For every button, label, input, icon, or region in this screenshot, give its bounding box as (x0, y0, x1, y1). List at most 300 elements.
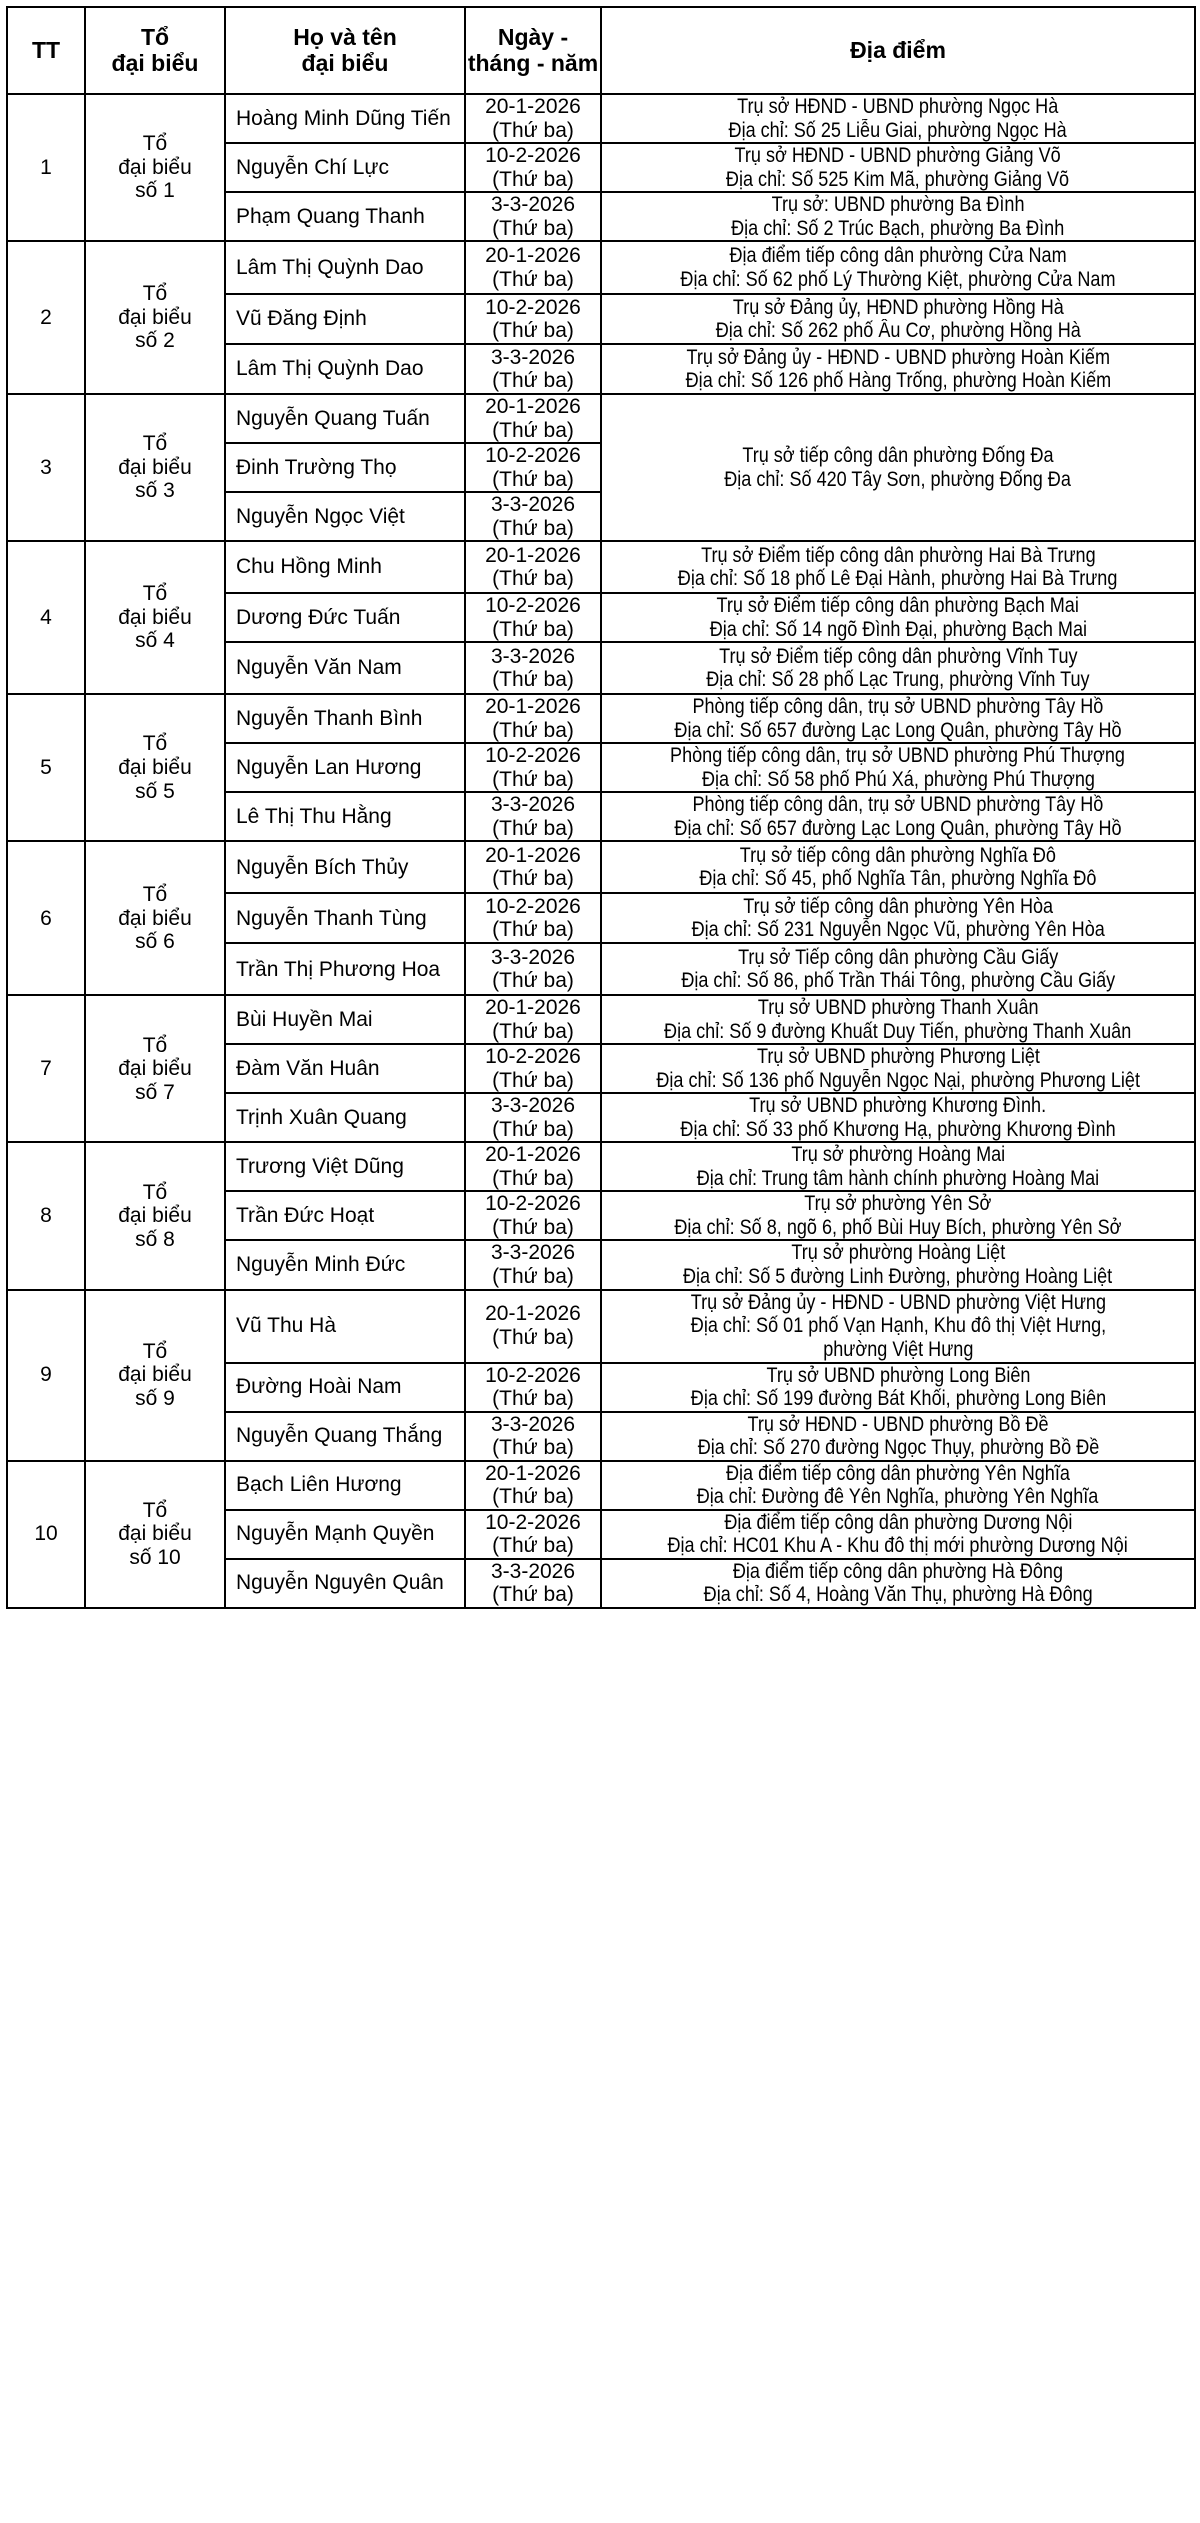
group-label-line: số 10 (129, 1545, 181, 1569)
location-line-text: Địa chỉ: Số 270 đường Ngọc Thụy, phường Bồ Đề (697, 1436, 1099, 1460)
location-line (604, 1020, 1192, 1044)
location-cell (601, 1142, 1195, 1191)
date-cell (465, 893, 601, 943)
group-label-line: đại biểu (118, 756, 192, 779)
weekday-value: (Thứ ba) (492, 1534, 574, 1558)
group-label-line: số 7 (135, 1080, 175, 1104)
header-group-line2: đại biểu (111, 49, 199, 76)
date-value: 20-1-2026 (485, 843, 581, 867)
table-row (7, 694, 1195, 743)
delegate-name-cell: Nguyễn Ngọc Việt (225, 492, 465, 541)
weekday-value: (Thứ ba) (492, 617, 574, 641)
location-line (604, 1560, 1192, 1584)
location-line-text: Địa chỉ: Số 33 phố Khương Hạ, phường Khương Đình (680, 1117, 1116, 1141)
date-value: 10-2-2026 (485, 144, 581, 168)
location-line (604, 1167, 1192, 1191)
date-value: 3-3-2026 (490, 493, 576, 517)
location-line-text: Địa chỉ: Số 262 phố Âu Cơ, phường Hồng Hà (715, 319, 1081, 343)
group-label-cell (85, 1461, 225, 1608)
location-cell (601, 192, 1195, 241)
date-cell (465, 344, 601, 394)
header-date-line2: tháng - năm (467, 49, 599, 76)
weekday-value: (Thứ ba) (492, 319, 574, 343)
location-line-text: Trụ sở phường Hoàng Liệt (791, 1241, 1005, 1265)
delegate-name-cell: Vũ Đăng Định (225, 294, 465, 344)
group-label-line: Tổ (142, 732, 168, 756)
location-cell (601, 893, 1195, 943)
date-value: 10-2-2026 (485, 1363, 581, 1387)
table-row (7, 541, 1195, 593)
location-line-text: Địa chỉ: Số 28 phố Lạc Trung, phường Vĩnh Tuy (706, 668, 1090, 692)
location-line (604, 1045, 1192, 1069)
group-number-cell: 1 (7, 94, 85, 241)
group-label-line: đại biểu (118, 155, 192, 179)
location-cell (601, 344, 1195, 394)
header-name-line2: đại biểu (301, 49, 389, 76)
delegate-name-cell: Nguyễn Quang Tuấn (225, 394, 465, 443)
location-line (604, 744, 1192, 768)
date-value: 3-3-2026 (490, 1241, 576, 1265)
location-line (604, 1534, 1192, 1558)
weekday-value: (Thứ ba) (492, 216, 574, 240)
location-line-text: Trụ sở Đảng ủy - HĐND - UBND phường Hoàn Kiếm (686, 345, 1110, 369)
location-line (604, 1118, 1192, 1142)
date-cell (465, 143, 601, 192)
date-cell (465, 1191, 601, 1240)
delegate-name-cell: Lê Thị Thu Hằng (225, 792, 465, 841)
date-value: 20-1-2026 (485, 95, 581, 118)
location-line-text: Trụ sở Điểm tiếp công dân phường Vĩnh Tuy (718, 644, 1078, 668)
date-value: 3-3-2026 (490, 1094, 576, 1118)
table-row (7, 1142, 1195, 1191)
date-cell (465, 1142, 601, 1191)
location-line-text: Trụ sở Tiếp công dân phường Cầu Giấy (737, 945, 1059, 969)
location-line (604, 168, 1192, 192)
group-label-line: Tổ (142, 432, 168, 456)
weekday-value: (Thứ ba) (492, 969, 574, 993)
delegate-name-cell: Trần Thị Phương Hoa (225, 943, 465, 995)
group-label-line: số 2 (135, 329, 175, 353)
location-cell (601, 1510, 1195, 1559)
location-line (604, 1216, 1192, 1240)
location-cell (601, 241, 1195, 294)
location-line-text: Địa điểm tiếp công dân phường Hà Đông (732, 1559, 1064, 1583)
group-number-cell: 3 (7, 394, 85, 541)
weekday-value: (Thứ ba) (492, 1436, 574, 1460)
date-value: 3-3-2026 (490, 345, 576, 369)
group-label-line: đại biểu (118, 305, 192, 329)
group-label-line: Tổ (142, 132, 168, 156)
location-line (604, 1291, 1192, 1315)
delegate-name-cell: Nguyễn Văn Nam (225, 642, 465, 694)
table-row (7, 394, 1195, 443)
delegate-name-cell: Nguyễn Lan Hương (225, 743, 465, 792)
weekday-value: (Thứ ba) (492, 668, 574, 692)
location-line (604, 719, 1192, 743)
weekday-value: (Thứ ba) (492, 1215, 574, 1239)
date-value: 20-1-2026 (485, 395, 581, 419)
location-line-text: Địa chỉ: Số 420 Tây Sơn, phường Đống Đa (724, 467, 1072, 491)
location-line-text: Trụ sở Điểm tiếp công dân phường Bạch Mai (716, 594, 1080, 618)
location-line-text: Địa điểm tiếp công dân phường Cửa Nam (729, 244, 1067, 268)
location-line (604, 817, 1192, 841)
location-line-text: Trụ sở tiếp công dân phường Yên Hòa (743, 894, 1053, 918)
weekday-value: (Thứ ba) (492, 1166, 574, 1190)
group-label-cell (85, 694, 225, 841)
location-line (604, 1436, 1192, 1460)
date-value: 10-2-2026 (485, 594, 581, 618)
location-line (604, 645, 1192, 669)
weekday-value: (Thứ ba) (492, 1019, 574, 1043)
group-label-line: Tổ (142, 883, 168, 907)
delegate-name-cell: Hoàng Minh Dũng Tiến (225, 94, 465, 143)
location-line-text: Địa chỉ: Số 657 đường Lạc Long Quân, phường Tây Hồ (674, 718, 1122, 742)
location-line (604, 369, 1192, 393)
date-cell (465, 541, 601, 593)
date-cell (465, 1510, 601, 1559)
location-cell (601, 294, 1195, 344)
group-label-line: đại biểu (118, 1522, 192, 1546)
weekday-value: (Thứ ba) (492, 867, 574, 891)
group-number-cell: 9 (7, 1290, 85, 1461)
delegate-name-cell: Bạch Liên Hương (225, 1461, 465, 1510)
weekday-value: (Thứ ba) (492, 418, 574, 442)
group-label-line: Tổ (142, 1339, 168, 1363)
location-cell (601, 1363, 1195, 1412)
delegate-name-cell: Lâm Thị Quỳnh Dao (225, 241, 465, 294)
location-line (604, 1364, 1192, 1388)
location-line (604, 319, 1192, 343)
date-cell (465, 394, 601, 443)
group-label-cell (85, 841, 225, 995)
delegate-name-cell: Phạm Quang Thanh (225, 192, 465, 241)
location-line (604, 1338, 1192, 1362)
location-line-text: phường Việt Hưng (822, 1337, 974, 1361)
group-label-line: số 5 (135, 779, 175, 803)
location-line-text: Trụ sở phường Yên Sở (804, 1192, 992, 1216)
location-cell (601, 1412, 1195, 1461)
weekday-value: (Thứ ba) (492, 1117, 574, 1141)
delegate-name-cell: Nguyễn Quang Thắng (225, 1412, 465, 1461)
date-value: 20-1-2026 (485, 996, 581, 1020)
location-cell (601, 1290, 1195, 1363)
date-value: 10-2-2026 (485, 1510, 581, 1534)
location-cell (601, 394, 1195, 541)
location-line-text: Địa chỉ: Đường đê Yên Nghĩa, phường Yên Nghĩa (697, 1485, 1099, 1509)
location-line-text: Địa chỉ: Số 525 Kim Mã, phường Giảng Võ (726, 167, 1070, 191)
group-number-cell: 5 (7, 694, 85, 841)
location-cell (601, 593, 1195, 642)
location-line-text: Địa chỉ: Số 25 Liễu Giai, phường Ngọc Hà (728, 118, 1068, 142)
date-cell (465, 642, 601, 694)
group-label-cell (85, 1290, 225, 1461)
location-line (604, 444, 1192, 468)
location-cell (601, 841, 1195, 893)
date-cell (465, 492, 601, 541)
location-line (604, 567, 1192, 591)
location-cell (601, 642, 1195, 694)
date-cell (465, 192, 601, 241)
header-date-line1: Ngày - (497, 23, 569, 50)
date-value: 20-1-2026 (485, 1461, 581, 1485)
location-line-text: Phòng tiếp công dân, trụ sở UBND phường Tây Hồ (692, 793, 1104, 817)
date-value: 10-2-2026 (485, 444, 581, 468)
location-line (604, 695, 1192, 719)
group-label-cell (85, 94, 225, 241)
location-line (604, 1069, 1192, 1093)
date-cell (465, 694, 601, 743)
delegate-name-cell: Nguyễn Thanh Bình (225, 694, 465, 743)
group-label-line: đại biểu (118, 455, 192, 479)
location-line (604, 1094, 1192, 1118)
location-line-text: Trụ sở tiếp công dân phường Đống Đa (742, 444, 1054, 468)
group-label-line: Tổ (142, 582, 168, 606)
group-label-line: đại biểu (118, 906, 192, 930)
location-line-text: Địa chỉ: Số 18 phố Lê Đại Hành, phường Hai Bà Trưng (678, 567, 1118, 591)
group-label-cell (85, 241, 225, 394)
location-line (604, 244, 1192, 268)
location-line (604, 346, 1192, 370)
location-line (604, 1387, 1192, 1411)
location-line (604, 144, 1192, 168)
location-line (604, 296, 1192, 320)
location-line-text: Phòng tiếp công dân, trụ sở UBND phường Tây Hồ (692, 695, 1104, 719)
location-cell (601, 1191, 1195, 1240)
location-line-text: Địa điểm tiếp công dân phường Yên Nghĩa (726, 1461, 1070, 1485)
location-line-text: Địa chỉ: Số 86, phố Trần Thái Tông, phường Cầu Giấy (681, 969, 1115, 993)
weekday-value: (Thứ ba) (492, 516, 574, 540)
location-line (604, 95, 1192, 119)
date-cell (465, 94, 601, 143)
location-line (604, 268, 1192, 292)
weekday-value: (Thứ ba) (492, 167, 574, 191)
weekday-value: (Thứ ba) (492, 1583, 574, 1607)
weekday-value: (Thứ ba) (492, 1485, 574, 1509)
group-label-line: số 3 (135, 479, 175, 503)
location-line (604, 119, 1192, 143)
location-line-text: Địa chỉ: Số 231 Nguyễn Ngọc Vũ, phường Yên Hòa (691, 918, 1105, 942)
delegate-name-cell: Bùi Huyền Mai (225, 995, 465, 1044)
date-value: 3-3-2026 (490, 1412, 576, 1436)
header-group (85, 7, 225, 94)
location-line-text: Địa chỉ: Số 45, phố Nghĩa Tân, phường Nghĩa Đô (699, 867, 1097, 891)
location-line (604, 1143, 1192, 1167)
location-cell (601, 943, 1195, 995)
location-line (604, 594, 1192, 618)
header-location: Địa điểm (601, 7, 1195, 94)
delegate-name-cell: Nguyễn Chí Lực (225, 143, 465, 192)
location-cell (601, 1240, 1195, 1289)
date-cell (465, 1559, 601, 1608)
date-cell (465, 1461, 601, 1510)
location-line (604, 918, 1192, 942)
date-cell (465, 841, 601, 893)
date-value: 10-2-2026 (485, 894, 581, 918)
date-value: 10-2-2026 (485, 295, 581, 319)
date-cell (465, 1044, 601, 1093)
location-line-text: Địa chỉ: Số 62 phố Lý Thường Kiệt, phường Cửa Nam (680, 267, 1116, 291)
location-line-text: Địa chỉ: Số 199 đường Bát Khối, phường Long Biên (690, 1387, 1106, 1411)
weekday-value: (Thứ ba) (492, 118, 574, 142)
location-line (604, 1462, 1192, 1486)
location-line-text: Trụ sở: UBND phường Ba Đình (771, 193, 1025, 217)
location-line-text: Địa chỉ: HC01 Khu A - Khu đô thị mới phường Dương Nội (667, 1534, 1129, 1558)
location-line-text: Trụ sở UBND phường Phương Liệt (756, 1045, 1040, 1069)
location-line-text: Địa chỉ: Số 2 Trúc Bạch, phường Ba Đình (731, 216, 1065, 240)
location-line-text: Địa chỉ: Số 01 phố Vạn Hạnh, Khu đô thị Việt Hưng, (690, 1314, 1106, 1338)
location-line-text: Trụ sở UBND phường Thanh Xuân (757, 996, 1039, 1020)
location-line (604, 193, 1192, 217)
delegate-name-cell: Đinh Trường Thọ (225, 443, 465, 492)
delegate-name-cell: Nguyễn Minh Đức (225, 1240, 465, 1289)
date-cell (465, 1240, 601, 1289)
location-line (604, 844, 1192, 868)
location-line (604, 1241, 1192, 1265)
date-cell (465, 1363, 601, 1412)
delegate-name-cell: Đường Hoài Nam (225, 1363, 465, 1412)
location-line (604, 1485, 1192, 1509)
location-cell (601, 792, 1195, 841)
location-line-text: Trụ sở Đảng ủy, HĐND phường Hồng Hà (732, 295, 1064, 319)
weekday-value: (Thứ ba) (492, 1068, 574, 1092)
location-line (604, 1265, 1192, 1289)
location-line (604, 946, 1192, 970)
location-cell (601, 94, 1195, 143)
location-line-text: Địa chỉ: Số 657 đường Lạc Long Quân, phường Tây Hồ (674, 816, 1122, 840)
location-line (604, 544, 1192, 568)
weekday-value: (Thứ ba) (492, 369, 574, 393)
weekday-value: (Thứ ba) (492, 467, 574, 491)
group-label-line: đại biểu (118, 1363, 192, 1387)
date-cell (465, 743, 601, 792)
location-cell (601, 1093, 1195, 1142)
header-tt: TT (7, 7, 85, 94)
location-cell (601, 1559, 1195, 1608)
delegate-name-cell: Chu Hồng Minh (225, 541, 465, 593)
delegate-name-cell: Trương Việt Dũng (225, 1142, 465, 1191)
location-line-text: Trụ sở UBND phường Khương Đình. (749, 1094, 1047, 1118)
header-date (465, 7, 601, 94)
table-row (7, 1461, 1195, 1510)
header-name (225, 7, 465, 94)
date-cell (465, 1093, 601, 1142)
group-label-line: Tổ (142, 1498, 168, 1522)
location-cell (601, 143, 1195, 192)
weekday-value: (Thứ ba) (492, 1326, 574, 1349)
table-row (7, 1290, 1195, 1363)
location-cell (601, 541, 1195, 593)
location-line (604, 969, 1192, 993)
location-line-text: Địa chỉ: Số 5 đường Linh Đường, phường Hoàng Liệt (683, 1264, 1113, 1288)
location-line (604, 1413, 1192, 1437)
weekday-value: (Thứ ba) (492, 1387, 574, 1411)
group-number-cell: 2 (7, 241, 85, 394)
location-line-text: Địa chỉ: Số 136 phố Nguyễn Ngọc Nại, phường Phương Liệt (656, 1068, 1140, 1092)
group-label-line: số 9 (135, 1386, 175, 1410)
date-value: 3-3-2026 (490, 644, 576, 668)
location-line (604, 1511, 1192, 1535)
group-label-line: đại biểu (118, 605, 192, 629)
group-number-cell: 8 (7, 1142, 85, 1289)
group-label-cell (85, 541, 225, 694)
header-group-line1: Tổ (140, 23, 170, 50)
delegate-name-cell: Lâm Thị Quỳnh Dao (225, 344, 465, 394)
group-label-line: Tổ (142, 1033, 168, 1057)
weekday-value: (Thứ ba) (492, 767, 574, 791)
location-line (604, 793, 1192, 817)
location-line-text: Địa chỉ: Số 126 phố Hàng Trống, phường Hoàn Kiếm (685, 369, 1111, 393)
group-number-cell: 7 (7, 995, 85, 1142)
location-line-text: Địa chỉ: Số 14 ngõ Đình Đại, phường Bạch Mai (709, 617, 1087, 641)
date-cell (465, 792, 601, 841)
weekday-value: (Thứ ba) (492, 567, 574, 591)
date-value: 3-3-2026 (490, 193, 576, 217)
group-label-line: số 1 (135, 179, 175, 203)
table-row (7, 841, 1195, 893)
location-line (604, 1192, 1192, 1216)
date-value: 20-1-2026 (485, 1143, 581, 1167)
location-line-text: Địa chỉ: Số 9 đường Khuất Duy Tiến, phường Thanh Xuân (664, 1019, 1132, 1043)
location-line (604, 468, 1192, 492)
date-cell (465, 294, 601, 344)
date-value: 3-3-2026 (490, 1559, 576, 1583)
group-label-line: Tổ (142, 1180, 168, 1204)
weekday-value: (Thứ ba) (492, 718, 574, 742)
date-value: 20-1-2026 (485, 695, 581, 719)
location-line (604, 768, 1192, 792)
table-row (7, 94, 1195, 143)
location-line (604, 867, 1192, 891)
date-value: 10-2-2026 (485, 744, 581, 768)
location-line (604, 618, 1192, 642)
location-line (604, 1583, 1192, 1607)
delegate-name-cell: Nguyễn Nguyên Quân (225, 1559, 465, 1608)
date-cell (465, 241, 601, 294)
delegate-name-cell: Trần Đức Hoạt (225, 1191, 465, 1240)
delegate-name-cell: Vũ Thu Hà (225, 1290, 465, 1363)
location-line-text: Trụ sở HĐND - UBND phường Ngọc Hà (737, 95, 1059, 118)
location-line-text: Trụ sở phường Hoàng Mai (791, 1143, 1005, 1167)
group-label-line: Tổ (142, 282, 168, 306)
location-line-text: Trụ sở Đảng ủy - HĐND - UBND phường Việt Hưng (690, 1290, 1106, 1314)
location-line-text: Trụ sở HĐND - UBND phường Giảng Võ (734, 144, 1062, 168)
location-line-text: Địa điểm tiếp công dân phường Dương Nội (723, 1510, 1073, 1534)
delegate-name-cell: Nguyễn Bích Thủy (225, 841, 465, 893)
date-value: 20-1-2026 (485, 244, 581, 268)
date-value: 20-1-2026 (485, 543, 581, 567)
location-line (604, 217, 1192, 241)
date-cell (465, 1290, 601, 1363)
schedule-table (6, 6, 1196, 1609)
date-cell (465, 943, 601, 995)
location-cell (601, 1461, 1195, 1510)
group-number-cell: 10 (7, 1461, 85, 1608)
group-label-line: đại biểu (118, 1057, 192, 1081)
schedule-body (7, 94, 1195, 1608)
header-name-line1: Họ và tên (293, 23, 397, 50)
delegate-name-cell: Nguyễn Mạnh Quyền (225, 1510, 465, 1559)
weekday-value: (Thứ ba) (492, 267, 574, 291)
location-line-text: Phòng tiếp công dân, trụ sở UBND phường Phú Thượng (670, 744, 1126, 768)
delegate-name-cell: Đàm Văn Huân (225, 1044, 465, 1093)
date-value: 10-2-2026 (485, 1192, 581, 1216)
date-cell (465, 995, 601, 1044)
location-line-text: Trụ sở UBND phường Long Biên (766, 1363, 1030, 1387)
header-row (7, 7, 1195, 94)
location-line (604, 668, 1192, 692)
location-line-text: Địa chỉ: Số 4, Hoàng Văn Thụ, phường Hà Đông (703, 1583, 1093, 1607)
weekday-value: (Thứ ba) (492, 816, 574, 840)
